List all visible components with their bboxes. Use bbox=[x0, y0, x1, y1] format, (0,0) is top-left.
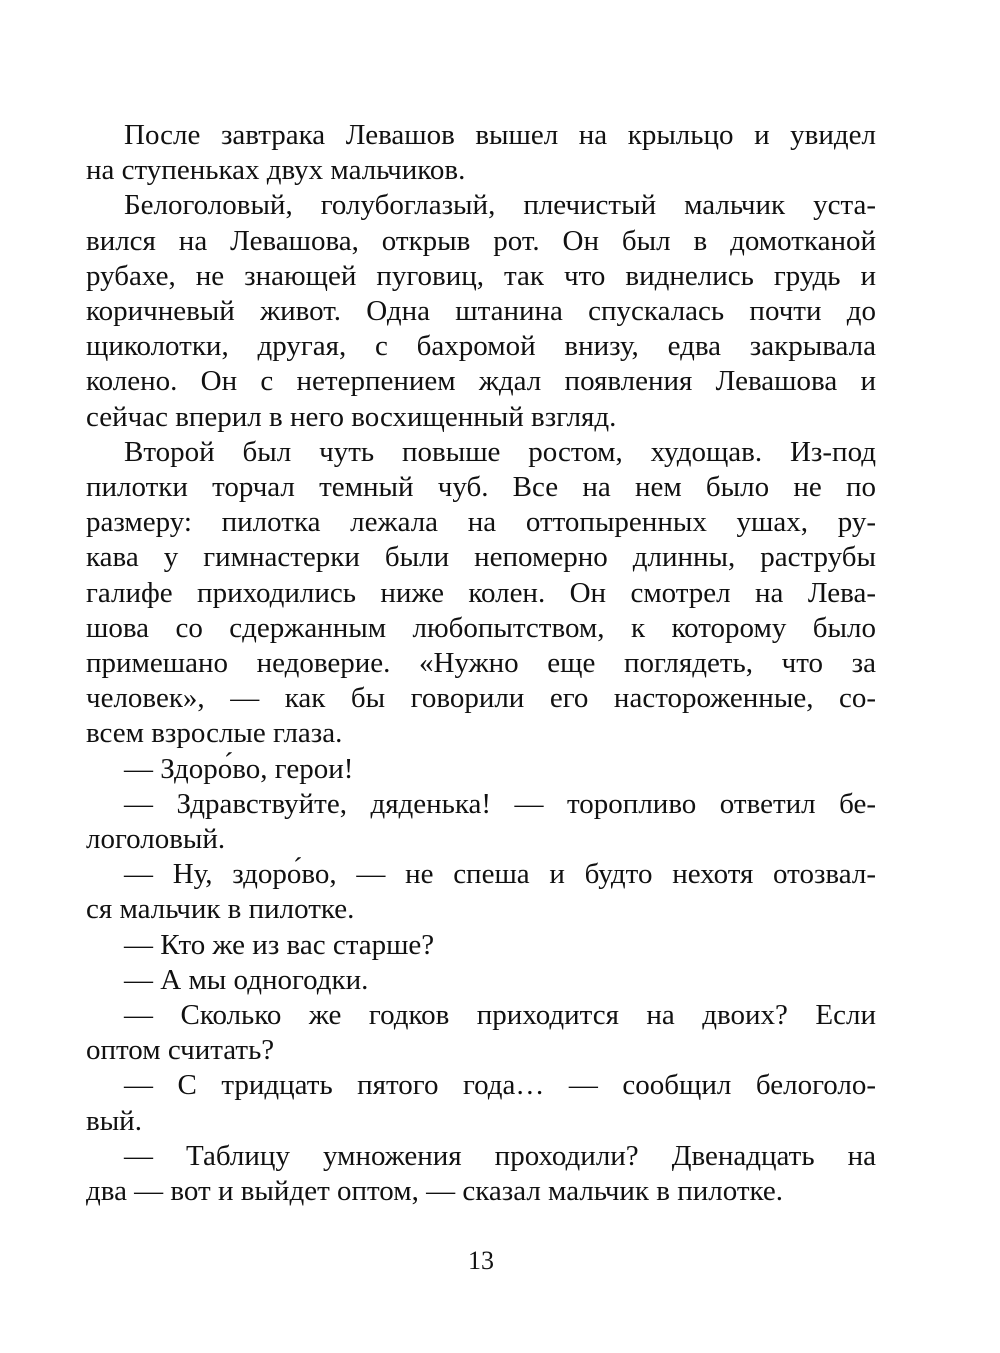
text-line: человек», — как бы говорили его настороженные, со- bbox=[86, 682, 876, 715]
paragraph bbox=[86, 998, 876, 1068]
text-line: — Таблицу умножения проходили? Двенадцать на bbox=[124, 1139, 876, 1172]
text-line: примешано недоверие. «Нужно еще поглядеть, что за bbox=[86, 647, 876, 680]
text-line: — Ну, здоро́во, — не спеша и будто нехотя отозвал- bbox=[124, 858, 876, 891]
page-body-text bbox=[86, 118, 876, 1209]
paragraph bbox=[86, 963, 876, 998]
paragraph bbox=[86, 188, 876, 434]
text-line: После завтрака Левашов вышел на крыльцо и увидел bbox=[124, 119, 876, 151]
paragraph bbox=[86, 435, 876, 752]
text-line: Белоголовый, голубоглазый, плечистый мальчик уста- bbox=[124, 189, 876, 222]
paragraph bbox=[86, 1139, 876, 1209]
text-line: вый. bbox=[86, 1104, 142, 1137]
paragraph bbox=[86, 787, 876, 857]
text-line: оптом считать? bbox=[86, 1034, 275, 1067]
text-line: щиколотки, другая, с бахромой внизу, едва закрывала bbox=[86, 330, 876, 363]
text-line: — Здравствуйте, дяденька! — торопливо ответил бе- bbox=[124, 787, 876, 820]
text-line: два — вот и выйдет оптом, — сказал мальчик в пилотке. bbox=[86, 1175, 783, 1208]
text-line: — А мы одногодки. bbox=[124, 963, 369, 996]
paragraph bbox=[86, 118, 876, 188]
paragraph bbox=[86, 928, 876, 963]
paragraph bbox=[86, 857, 876, 927]
text-line: вился на Левашова, открыв рот. Он был в домотканой bbox=[86, 224, 876, 257]
text-line: всем взрослые глаза. bbox=[86, 717, 343, 750]
text-line: — Сколько же годков приходится на двоих? Если bbox=[124, 999, 876, 1032]
text-line: на ступеньках двух мальчиков. bbox=[86, 154, 466, 187]
text-line: — Здоро́во, герои! bbox=[124, 752, 354, 785]
text-line: — Кто же из вас старше? bbox=[124, 928, 435, 961]
text-line: пилотки торчал темный чуб. Все на нем было не по bbox=[86, 471, 876, 504]
text-line: ся мальчик в пилотке. bbox=[86, 893, 355, 926]
paragraph bbox=[86, 1068, 876, 1138]
page-number: 13 bbox=[468, 1246, 494, 1275]
text-line: Второй был чуть повыше ростом, худощав. Из-под bbox=[124, 435, 876, 468]
text-line: размеру: пилотка лежала на оттопыренных ушах, ру- bbox=[86, 506, 876, 539]
text-line: коричневый живот. Одна штанина спускалась почти до bbox=[86, 295, 876, 328]
text-line: шова со сдержанным любопытством, к которому было bbox=[86, 611, 876, 644]
text-line: — С тридцать пятого года… — сообщил белоголо- bbox=[124, 1069, 876, 1102]
text-line: рубахе, не знающей пуговиц, так что виднелись грудь и bbox=[86, 259, 876, 292]
text-line: логоловый. bbox=[86, 823, 226, 856]
paragraph bbox=[86, 752, 876, 787]
text-line: сейчас вперил в него восхищенный взгляд. bbox=[86, 400, 617, 433]
text-line: галифе приходились ниже колен. Он смотрел на Лева- bbox=[86, 576, 876, 609]
text-line: колено. Он с нетерпением ждал появления Левашова и bbox=[86, 365, 876, 398]
text-line: кава у гимнастерки были непомерно длинны, раструбы bbox=[86, 541, 876, 574]
